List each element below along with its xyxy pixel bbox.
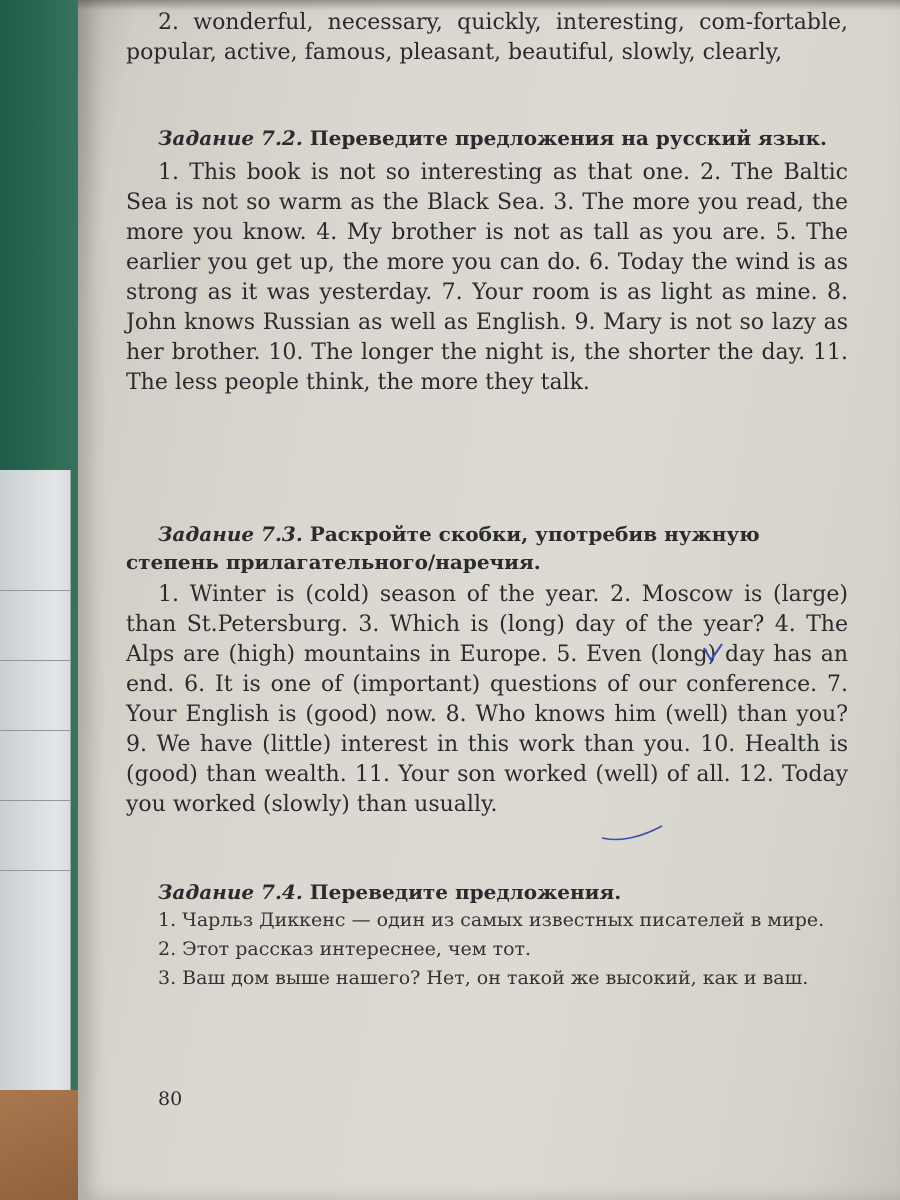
task-7-4 — [126, 878, 848, 993]
task-7-2 — [126, 124, 848, 398]
task-7-3-text: 1. Winter is (cold) season of the year. 2. Moscow is (large) than St.Petersburg. 3. Which is (long) day of the year? 4. The Alps are (high) mountains in Europe. 5. Even (long) day has an end. 6. It is one of (important) questions of our conference. 7. Your English is (good) now. 8. Who knows him (well) than you? 9. We have (little) interest in this work than you. 10. Health is (good) than wealth. 11. Your son worked (well) of all. 12. Today you worked (slowly) than usually. — [126, 582, 848, 817]
sheet-gridline — [0, 590, 70, 591]
continuation-block — [126, 8, 848, 68]
continuation-text: 2. wonderful, necessary, quickly, interesting, com-fortable, popular, active, famous, pleasant, beautiful, slowly, clearly, — [126, 10, 848, 65]
task-7-4-item: 3. Ваш дом выше нашего? Нет, он такой же высокий, как и ваш. — [158, 967, 809, 989]
task-7-4-heading — [126, 878, 848, 906]
task-7-2-heading — [126, 124, 848, 152]
task-7-3 — [126, 520, 848, 820]
task-7-3-label: Задание 7.3. — [158, 522, 303, 546]
sheet-gridline — [0, 870, 70, 871]
task-7-4-item: 2. Этот рассказ интереснее, чем тот. — [158, 938, 532, 960]
pen-stroke-icon — [598, 820, 668, 846]
book-page — [78, 0, 900, 1200]
sheet-gridline — [0, 800, 70, 801]
task-7-2-instruction: Переведите предложения на русский язык. — [309, 126, 828, 150]
task-7-2-label: Задание 7.2. — [158, 126, 303, 150]
page-number: 80 — [158, 1088, 183, 1110]
task-7-4-instruction: Переведите предложения. — [309, 880, 622, 904]
sheet-gridline — [0, 730, 70, 731]
task-7-4-label: Задание 7.4. — [158, 880, 303, 904]
task-7-4-item: 1. Чарльз Диккенс — один из самых известных писателей в мире. — [158, 909, 825, 931]
task-7-3-instruction: Раскройте скобки, употребив нужную степень прилагательного/наречия. — [126, 522, 760, 574]
task-7-2-text: 1. This book is not so interesting as that one. 2. The Baltic Sea is not so warm as the Black Sea. 3. The more you read, the more you know. 4. My brother is not as tall as you are. 5. The earlier you get up, the more you can do. 6. Today the wind is as strong as it was yesterday. 7. Your room is as light as mine. 8. John knows Russian as well as English. 9. Mary is not so lazy as her brother. 10. The longer the night is, the shorter the day. 11. The less people think, the more they talk. — [126, 160, 848, 395]
underlying-sheet — [0, 470, 71, 1090]
task-7-3-heading — [126, 520, 848, 576]
sheet-gridline — [0, 660, 70, 661]
